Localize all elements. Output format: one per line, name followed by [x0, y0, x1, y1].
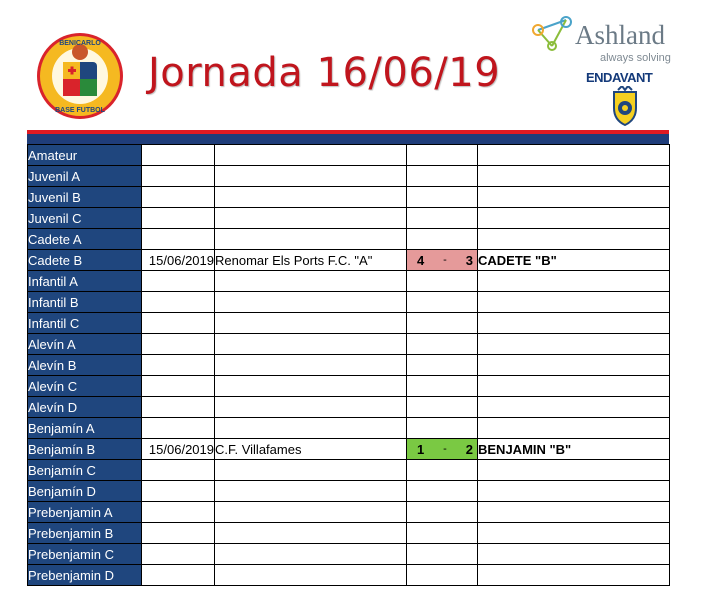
- away-team-cell: [478, 313, 670, 334]
- home-team-cell: [215, 502, 407, 523]
- away-team-cell: [478, 187, 670, 208]
- match-date-cell: [142, 292, 215, 313]
- table-row: [28, 292, 670, 313]
- table-row: [28, 418, 670, 439]
- away-team-cell: CADETE "B": [478, 250, 670, 271]
- home-team-cell: Renomar Els Ports F.C. "A": [215, 250, 407, 271]
- table-row: [28, 544, 670, 565]
- match-date-cell: 15/06/2019: [142, 250, 215, 271]
- home-team-cell: [215, 229, 407, 250]
- home-team-cell: [215, 523, 407, 544]
- ashland-mark-icon: [530, 16, 578, 52]
- category-cell: Infantil C: [28, 313, 142, 334]
- match-date-cell: [142, 481, 215, 502]
- match-date-cell: [142, 187, 215, 208]
- category-cell: Prebenjamin D: [28, 565, 142, 586]
- table-row: [28, 481, 670, 502]
- category-cell: Prebenjamin B: [28, 523, 142, 544]
- away-team-cell: [478, 397, 670, 418]
- category-cell: Benjamín D: [28, 481, 142, 502]
- score-cell: [407, 334, 478, 355]
- match-date-cell: [142, 208, 215, 229]
- score-cell: [407, 145, 478, 166]
- score-cell: [407, 187, 478, 208]
- category-cell: Benjamín B: [28, 439, 142, 460]
- table-row: [28, 460, 670, 481]
- category-cell: Alevín C: [28, 376, 142, 397]
- score-cell: [407, 523, 478, 544]
- home-team-cell: [215, 271, 407, 292]
- home-team-cell: [215, 460, 407, 481]
- score-cell: [407, 397, 478, 418]
- svg-text:BENICARLO: BENICARLO: [59, 40, 101, 47]
- category-cell: Prebenjamin C: [28, 544, 142, 565]
- match-date-cell: [142, 334, 215, 355]
- ashland-logo: [530, 16, 680, 66]
- match-date-cell: [142, 271, 215, 292]
- score-cell: [407, 376, 478, 397]
- home-team-cell: [215, 208, 407, 229]
- score-cell: [407, 166, 478, 187]
- away-team-cell: [478, 565, 670, 586]
- match-date-cell: [142, 460, 215, 481]
- table-row: [28, 397, 670, 418]
- category-cell: Infantil B: [28, 292, 142, 313]
- home-team-cell: [215, 313, 407, 334]
- table-row: [28, 208, 670, 229]
- match-date-cell: [142, 565, 215, 586]
- match-date-cell: [142, 397, 215, 418]
- club-crest-logo: [36, 32, 124, 120]
- match-date-cell: [142, 229, 215, 250]
- category-cell: Amateur: [28, 145, 142, 166]
- home-team-cell: [215, 145, 407, 166]
- score-away: 2: [465, 441, 473, 457]
- table-row: [28, 313, 670, 334]
- away-team-cell: [478, 292, 670, 313]
- table-row: [28, 523, 670, 544]
- home-team-cell: [215, 355, 407, 376]
- svg-text:BASE FUTBOL: BASE FUTBOL: [55, 107, 105, 114]
- away-team-cell: BENJAMIN "B": [478, 439, 670, 460]
- score-home: 4: [417, 252, 425, 268]
- results-table: [27, 144, 670, 586]
- category-cell: Infantil A: [28, 271, 142, 292]
- table-row: [28, 250, 670, 271]
- table-row: [28, 376, 670, 397]
- match-date-cell: [142, 166, 215, 187]
- home-team-cell: [215, 565, 407, 586]
- match-date-cell: [142, 376, 215, 397]
- score-cell: [407, 481, 478, 502]
- home-team-cell: [215, 334, 407, 355]
- match-date-cell: [142, 355, 215, 376]
- match-date-cell: [142, 145, 215, 166]
- score-cell: [407, 313, 478, 334]
- home-team-cell: C.F. Villafames: [215, 439, 407, 460]
- home-team-cell: [215, 397, 407, 418]
- home-team-cell: [215, 292, 407, 313]
- category-cell: Juvenil A: [28, 166, 142, 187]
- score-cell: [407, 292, 478, 313]
- header-divider-blue: [27, 134, 669, 144]
- score-separator: -: [443, 443, 447, 455]
- category-cell: Juvenil C: [28, 208, 142, 229]
- score-cell: [407, 208, 478, 229]
- away-team-cell: [478, 271, 670, 292]
- table-row: [28, 145, 670, 166]
- home-team-cell: [215, 544, 407, 565]
- table-row: [28, 229, 670, 250]
- category-cell: Benjamín C: [28, 460, 142, 481]
- table-row: [28, 502, 670, 523]
- table-row: [28, 355, 670, 376]
- match-date-cell: [142, 502, 215, 523]
- home-team-cell: [215, 187, 407, 208]
- match-date-cell: [142, 418, 215, 439]
- table-row: [28, 166, 670, 187]
- home-team-cell: [215, 166, 407, 187]
- score-cell: [407, 565, 478, 586]
- away-team-cell: [478, 418, 670, 439]
- away-team-cell: [478, 376, 670, 397]
- away-team-cell: [478, 334, 670, 355]
- category-cell: Juvenil B: [28, 187, 142, 208]
- away-team-cell: [478, 208, 670, 229]
- away-team-cell: [478, 460, 670, 481]
- match-date-cell: [142, 544, 215, 565]
- page-title: Jornada 16/06/19: [148, 50, 501, 96]
- away-team-cell: [478, 523, 670, 544]
- score-separator: -: [443, 254, 447, 266]
- score-away: 3: [465, 252, 473, 268]
- ashland-wordmark: Ashland: [575, 20, 665, 50]
- score-cell: [407, 355, 478, 376]
- table-row: [28, 187, 670, 208]
- score-cell: [407, 418, 478, 439]
- table-row: [28, 271, 670, 292]
- ashland-tagline: always solving: [600, 52, 671, 64]
- endavant-logo: ENDAVANT: [586, 70, 653, 85]
- score-home: 1: [417, 441, 425, 457]
- away-team-cell: [478, 229, 670, 250]
- table-row: [28, 334, 670, 355]
- score-cell: [407, 544, 478, 565]
- match-date-cell: [142, 313, 215, 334]
- category-cell: Alevín B: [28, 355, 142, 376]
- score-cell: [407, 502, 478, 523]
- category-cell: Alevín D: [28, 397, 142, 418]
- match-date-cell: 15/06/2019: [142, 439, 215, 460]
- category-cell: Alevín A: [28, 334, 142, 355]
- away-team-cell: [478, 166, 670, 187]
- category-cell: Cadete B: [28, 250, 142, 271]
- away-team-cell: [478, 355, 670, 376]
- score-cell: [407, 439, 478, 460]
- table-row: [28, 439, 670, 460]
- away-team-cell: [478, 502, 670, 523]
- away-team-cell: [478, 544, 670, 565]
- match-date-cell: [142, 523, 215, 544]
- home-team-cell: [215, 376, 407, 397]
- category-cell: Cadete A: [28, 229, 142, 250]
- score-cell: [407, 271, 478, 292]
- category-cell: Benjamín A: [28, 418, 142, 439]
- away-team-cell: [478, 481, 670, 502]
- score-cell: [407, 229, 478, 250]
- villarreal-crest-icon: [608, 86, 642, 126]
- score-cell: [407, 460, 478, 481]
- away-team-cell: [478, 145, 670, 166]
- home-team-cell: [215, 481, 407, 502]
- score-cell: [407, 250, 478, 271]
- home-team-cell: [215, 418, 407, 439]
- table-row: [28, 565, 670, 586]
- category-cell: Prebenjamin A: [28, 502, 142, 523]
